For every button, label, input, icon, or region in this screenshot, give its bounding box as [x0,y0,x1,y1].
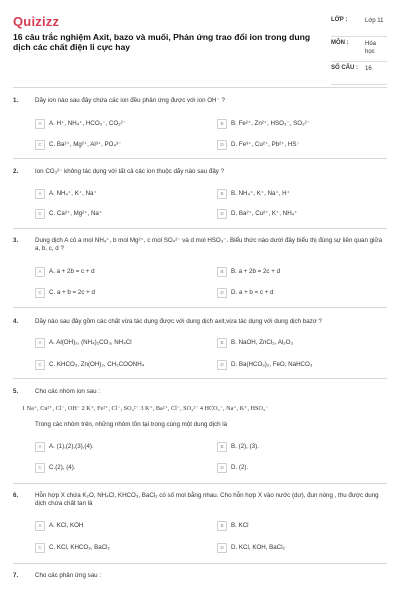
option-letter-box: C [35,463,45,473]
subject-value: Hóa học [365,41,377,55]
ion-groups-list: 1 Na⁺, Cu²⁺, Cl⁻, OH⁻ 2 K⁺, Fe²⁺, Cl⁻, SO₄²⁻ 3 K⁺, Ba²⁺, Cl⁻, SO₄²⁻ 4 HCO₃⁻, Na⁺, K⁺, HSO₄⁻ [22,405,269,412]
option-text: A. KCl, KOH [49,522,84,529]
option-text: C. Ca²⁺, Mg²⁺, Na⁺ [49,210,103,217]
option-letter-box: B [217,521,227,531]
worksheet-title: 16 câu trắc nghiệm Axit, bazo và muối, Phản ứng trao đổi ion trong dung dịch các chất điện li cực hay [13,32,311,53]
q2-option-b[interactable] [217,189,387,200]
question-number: 1. [13,97,19,104]
option-text: B. NaOH, ZnCl₂, Al₂O₃ [231,339,293,346]
option-letter-box: D [217,209,227,219]
question-text: Ion CO₃²⁻ không tác dụng với tất cả các ion thuộc dãy nào sau đây ? [35,168,225,175]
q1-option-a[interactable] [35,119,205,130]
q3-option-b[interactable] [217,267,387,278]
header-divider [13,87,387,88]
question-number: 2. [13,168,19,175]
meta-count [331,62,387,85]
q1-option-d[interactable] [217,140,387,151]
q4-option-d[interactable] [217,360,387,371]
q3-option-a[interactable] [35,267,205,278]
option-letter-box: A [35,338,45,348]
question-text: Dãy nào sau đây gồm các chất vừa tác dụng được với dung dịch axit,vừa tác dụng với dung dịch bazơ ? [35,318,322,325]
option-text: A. (1),(2),(3),(4). [49,443,94,450]
option-letter-box: A [35,189,45,199]
class-value: Lớp 11 [365,18,384,24]
quizizz-logo: Quizizz [13,14,60,29]
option-text: A. a + 2b = c + d [49,268,95,275]
question-divider [13,228,387,229]
option-text: D. Ba²⁺, Cu²⁺, K⁺, NH₄⁺ [231,210,298,217]
option-text: C. a + b = 2c + d [49,289,95,296]
option-letter-box: C [35,543,45,553]
option-letter-box: D [217,140,227,150]
q6-option-c[interactable] [35,543,205,554]
question-divider [13,378,387,379]
meta-class [331,14,387,37]
option-letter-box: D [217,463,227,473]
q6-option-a[interactable] [35,521,205,532]
option-text: D. (2). [231,464,249,471]
q5-option-d[interactable] [217,463,387,474]
option-text: B. NH₄⁺, K⁺, Na⁺, H⁺ [231,190,290,197]
question-text: Hỗn hợp X chứa K₂O, NH₄Cl, KHCO₃, BaCl₂ có số mol bằng nhau. Cho hỗn hợp X vào nước (dư), đun nóng , thu được dung dịch chứa chất tan là [35,492,379,508]
question-divider [13,483,387,484]
q3-option-d[interactable] [217,288,387,299]
option-text: C. KHCO₃, Zn(OH)₂, CH₃COONH₄ [49,361,145,368]
subject-label: MÔN : [331,40,349,46]
option-text: D. Fe³⁺, Cu²⁺, Pb²⁺, HS⁻ [231,141,300,148]
q5-option-c[interactable] [35,463,205,474]
option-text: B. a + 2b = 2c + d [231,268,281,275]
q4-option-b[interactable] [217,338,387,349]
count-value: 16 [365,66,372,72]
q1-option-c[interactable] [35,140,205,151]
option-letter-box: B [217,267,227,277]
q5-option-b[interactable] [217,442,387,453]
q5-option-a[interactable] [35,442,205,453]
option-text: A. H⁺, NH₄⁺, HCO₃⁻, CO₃²⁻ [49,120,127,127]
question-text: Cho các phản ứng sau : [35,572,102,579]
class-label: LỚP : [331,17,348,23]
q2-option-c[interactable] [35,209,205,220]
question-number: 3. [13,237,19,244]
meta-subject [331,37,387,62]
question-divider [13,563,387,564]
q4-option-a[interactable] [35,338,205,349]
option-text: D. a + b = c + d [231,289,274,296]
question-number: 5. [13,388,19,395]
option-letter-box: B [217,119,227,129]
option-letter-box: A [35,119,45,129]
option-letter-box: B [217,189,227,199]
option-letter-box: D [217,288,227,298]
option-text: B. (2), (3). [231,443,259,450]
option-text: C.(2), (4). [49,464,76,471]
option-letter-box: C [35,360,45,370]
option-text: A. NH₄⁺, K⁺, Na⁺ [49,190,97,197]
option-letter-box: B [217,338,227,348]
option-letter-box: B [217,442,227,452]
question-number: 6. [13,492,19,499]
option-letter-box: D [217,543,227,553]
q2-option-a[interactable] [35,189,205,200]
question-number: 4. [13,318,19,325]
option-letter-box: D [217,360,227,370]
option-text: B. Fe²⁺, Zn²⁺, HSO₃⁻, SO₃²⁻ [231,120,310,127]
q4-option-c[interactable] [35,360,205,371]
q2-option-d[interactable] [217,209,387,220]
count-label: SỐ CÂU : [331,65,358,71]
option-text: D. Ba(HCO₃)₂, FeO, NaHCO₃ [231,361,313,368]
option-text: C. KCl, KHCO₃, BaCl₂ [49,544,110,551]
option-text: B. KCl [231,522,249,529]
option-text: C. Ba²⁺, Mg²⁺, Al³⁺, PO₄³⁻ [49,141,122,148]
option-letter-box: A [35,521,45,531]
question-text: Dung dịch A có a mol NH₄⁺, b mol Mg²⁺, c mol SO₄²⁻ và d mol HSO₃⁻. Biểu thức nào dưới đây biểu thị đúng sự liên quan giữa a, b, c, d ? [35,237,383,253]
q3-option-c[interactable] [35,288,205,299]
option-text: D. KCl, KOH, BaCl₂ [231,544,285,551]
option-letter-box: A [35,442,45,452]
question-divider [13,307,387,308]
option-letter-box: A [35,267,45,277]
q6-option-d[interactable] [217,543,387,554]
question-divider [13,158,387,159]
question-text: Trong các nhóm trên, những nhóm tồn tại trong cùng một dung dịch là [35,421,228,428]
q1-option-b[interactable] [217,119,387,130]
question-number: 7. [13,572,19,579]
q6-option-b[interactable] [217,521,387,532]
question-text: Dãy ion nào sau đây chứa các ion đều phản ứng được với ion OH⁻ ? [35,97,225,104]
option-letter-box: C [35,140,45,150]
worksheet-meta [331,14,387,85]
option-letter-box: C [35,288,45,298]
question-text: Cho các nhóm ion sau : [35,388,101,395]
option-letter-box: C [35,209,45,219]
option-text: A. Al(OH)₃, (NH₄)₂CO₃, NH₄Cl [49,339,132,346]
